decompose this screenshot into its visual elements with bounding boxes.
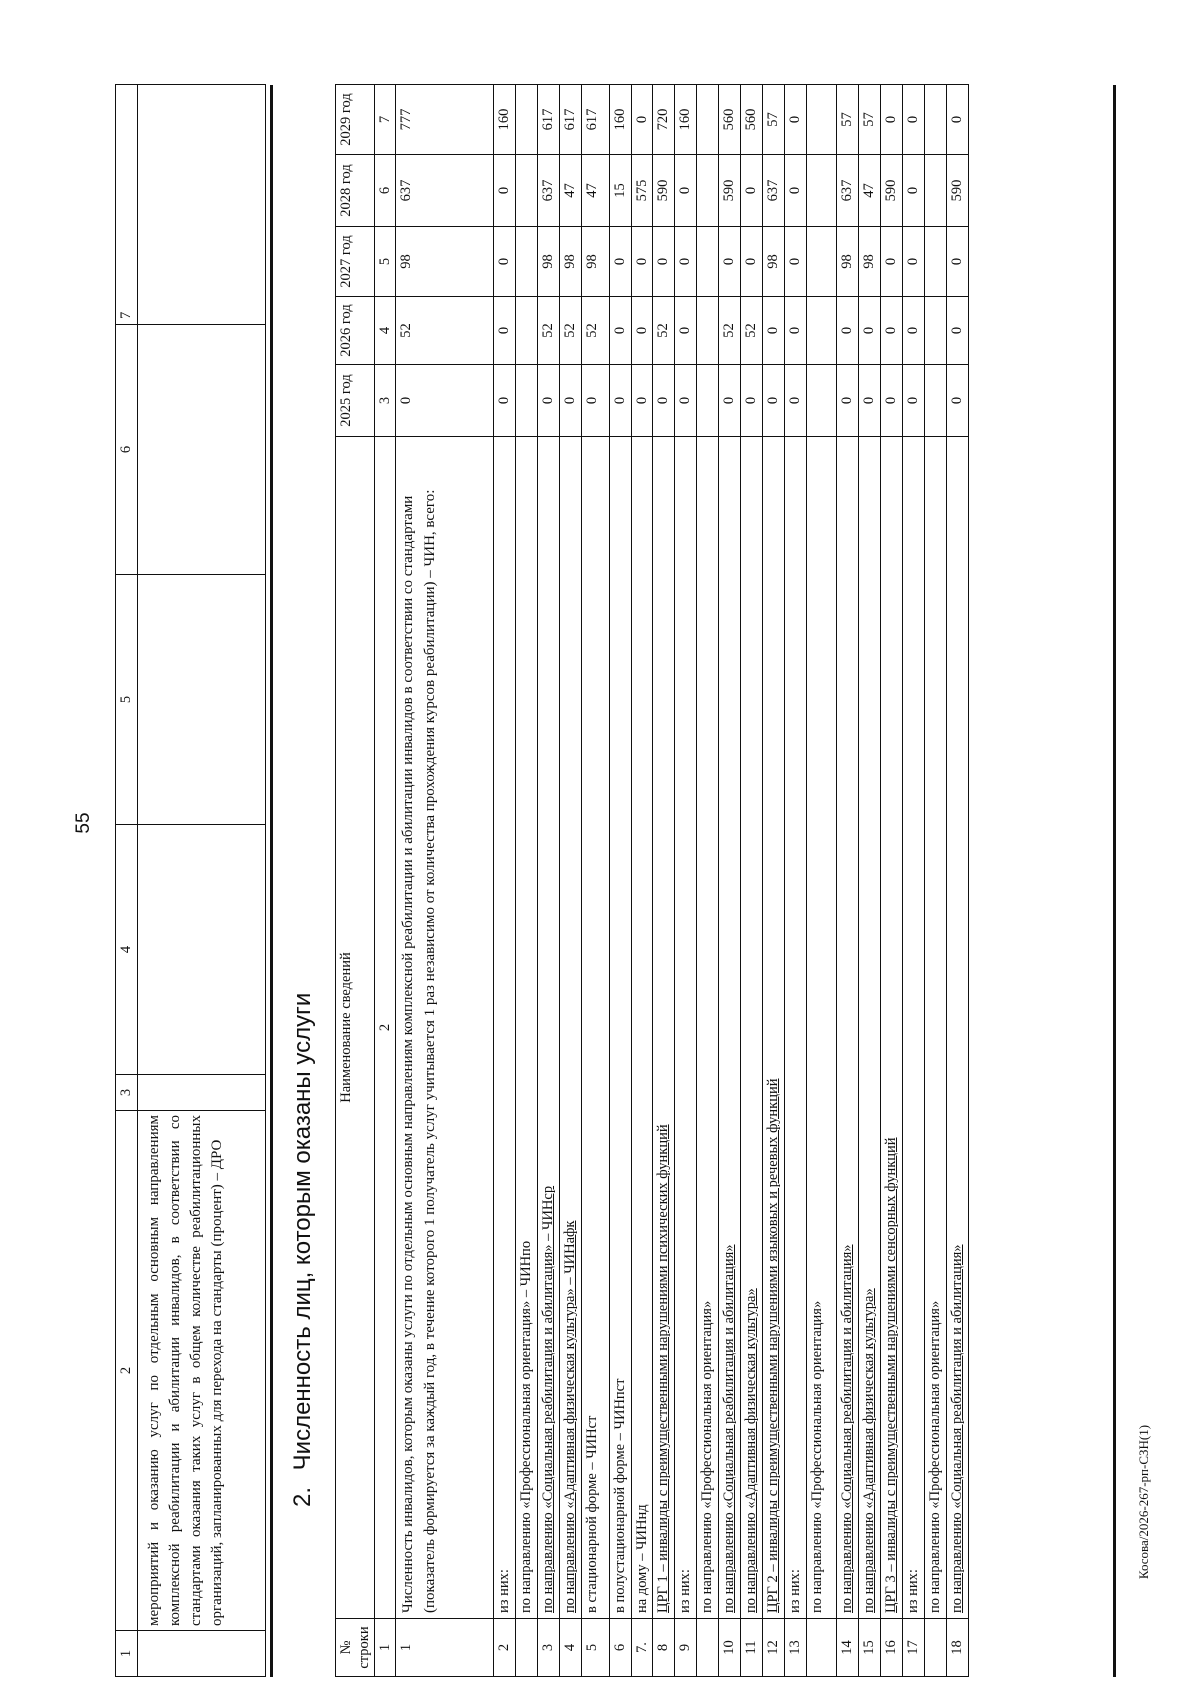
year-value: 560 [741, 85, 763, 155]
indicator-name [560, 437, 582, 1619]
year-value: 47 [859, 155, 881, 227]
indicator-name [763, 437, 785, 1619]
column-index: 1 [375, 1619, 396, 1677]
year-value: 0 [785, 297, 807, 365]
year-value: 0 [675, 297, 697, 365]
year-value: 637 [837, 155, 859, 227]
table-cell [138, 575, 266, 825]
year-value [925, 365, 947, 437]
year-value: 15 [610, 155, 632, 227]
year-value: 0 [538, 365, 560, 437]
year-value: 0 [741, 365, 763, 437]
year-value: 0 [903, 365, 925, 437]
year-value: 0 [947, 365, 969, 437]
indicator-name-text: по направлению «Адаптивная физическая культура» [861, 1288, 877, 1613]
indicator-name-text: по направлению «Профессиональная ориентация» [927, 1300, 943, 1613]
year-value: 47 [560, 155, 582, 227]
recipients-table-body [396, 85, 969, 1677]
indicator-name [632, 437, 653, 1619]
section-heading [289, 107, 323, 1507]
year-value [697, 365, 719, 437]
indicator-name-text: из них: [677, 1569, 693, 1613]
year-value [807, 155, 837, 227]
row-number: 1 [396, 1619, 494, 1677]
year-value [807, 85, 837, 155]
year-header: 2027 год [336, 227, 375, 297]
year-value: 0 [675, 227, 697, 297]
indicator-name-text: ЦРГ 2 – инвалиды с преимущественными нарушениями языковых и речевых функций [765, 1078, 781, 1613]
column-index-row [375, 85, 396, 1677]
year-value: 52 [396, 297, 494, 365]
table-row [538, 85, 560, 1677]
table-cell [138, 825, 266, 1075]
indicator-name-text: из них: [496, 1569, 512, 1613]
year-value: 0 [494, 297, 516, 365]
recipients-table [335, 85, 1116, 1677]
year-value: 47 [582, 155, 610, 227]
indicator-name-text: по направлению «Адаптивная физическая культура» [743, 1288, 759, 1613]
row-number: 15 [859, 1619, 881, 1677]
column-index: 4 [375, 297, 396, 365]
year-value: 0 [903, 297, 925, 365]
year-value: 0 [653, 227, 675, 297]
year-value: 637 [763, 155, 785, 227]
row-number: 4 [560, 1619, 582, 1677]
year-value [807, 227, 837, 297]
year-value: 98 [560, 227, 582, 297]
indicator-name-text: по направлению «Адаптивная физическая культура» – ЧИНафк [562, 1220, 578, 1613]
continuation-table [115, 85, 273, 1677]
year-value: 52 [560, 297, 582, 365]
year-value [697, 155, 719, 227]
indicator-name [516, 437, 538, 1619]
section-title-text: Численность лиц, которым оказаны услуги [289, 992, 316, 1471]
row-number: 12 [763, 1619, 785, 1677]
indicator-name [719, 437, 741, 1619]
year-value [516, 365, 538, 437]
indicator-name [582, 437, 610, 1619]
year-value: 0 [719, 365, 741, 437]
year-value: 0 [741, 227, 763, 297]
year-value [807, 365, 837, 437]
year-value: 0 [494, 365, 516, 437]
table-row [741, 85, 763, 1677]
indicator-name-text: по направлению «Социальная реабилитация и абилитация» [721, 1244, 737, 1613]
indicator-name [903, 437, 925, 1619]
indicator-name [837, 437, 859, 1619]
year-value: 0 [560, 365, 582, 437]
year-value: 0 [947, 85, 969, 155]
row-number [516, 1619, 538, 1677]
year-value: 0 [947, 227, 969, 297]
year-value: 575 [632, 155, 653, 227]
indicator-name-text: в полустационарной форме – ЧИНпст [612, 1378, 628, 1613]
col-header: 3 [116, 1075, 138, 1111]
year-value: 637 [538, 155, 560, 227]
year-value: 720 [653, 85, 675, 155]
indicator-name [785, 437, 807, 1619]
year-value: 0 [903, 227, 925, 297]
year-value: 0 [881, 297, 903, 365]
page-number: 55 [73, 812, 94, 834]
indicator-name-text: в стационарной форме – ЧИНст [584, 1415, 600, 1613]
row-number: 13 [785, 1619, 807, 1677]
table-cell [138, 325, 266, 575]
year-value: 0 [903, 155, 925, 227]
row-number [807, 1619, 837, 1677]
year-value [516, 85, 538, 155]
table-row [138, 85, 266, 1677]
indicator-name-text: по направлению «Социальная реабилитация и абилитация» – ЧИНср [540, 1185, 556, 1613]
year-value: 98 [396, 227, 494, 297]
indicator-name [947, 437, 969, 1619]
row-number [697, 1619, 719, 1677]
col-header: 5 [116, 575, 138, 825]
col-header: 7 [116, 85, 138, 325]
year-value: 0 [582, 365, 610, 437]
year-value [807, 297, 837, 365]
table-row [632, 85, 653, 1677]
rotated-page-content [115, 85, 1126, 1677]
year-value: 0 [494, 155, 516, 227]
year-value: 777 [396, 85, 494, 155]
year-value: 52 [741, 297, 763, 365]
year-value: 98 [837, 227, 859, 297]
table-row [516, 85, 538, 1677]
recipients-table-header [336, 85, 375, 1677]
year-header: 2028 год [336, 155, 375, 227]
year-value: 0 [653, 365, 675, 437]
row-number: 3 [538, 1619, 560, 1677]
year-value: 0 [396, 365, 494, 437]
year-value: 590 [881, 155, 903, 227]
indicator-name-text: на дому – ЧИНнд [634, 1504, 650, 1613]
year-value: 590 [947, 155, 969, 227]
document-code: Косова/2026-267-рп-СЗН(1) [1136, 1424, 1151, 1580]
name-header: Наименование сведений [336, 437, 375, 1619]
year-value: 0 [785, 365, 807, 437]
continuation-table-header [116, 85, 138, 1677]
table-row [925, 85, 947, 1677]
column-index: 3 [375, 365, 396, 437]
table-row [785, 85, 807, 1677]
year-value: 560 [719, 85, 741, 155]
year-value: 0 [881, 227, 903, 297]
indicator-name [859, 437, 881, 1619]
year-value: 98 [763, 227, 785, 297]
indicator-name [494, 437, 516, 1619]
row-number: 8 [653, 1619, 675, 1677]
year-value [516, 227, 538, 297]
column-index: 7 [375, 85, 396, 155]
table-row [947, 85, 969, 1677]
indicator-name [807, 437, 837, 1619]
row-number: 14 [837, 1619, 859, 1677]
year-value: 57 [859, 85, 881, 155]
table-row [494, 85, 516, 1677]
year-value: 0 [675, 365, 697, 437]
table-row [903, 85, 925, 1677]
row-number: 16 [881, 1619, 903, 1677]
year-header: 2026 год [336, 297, 375, 365]
year-value: 590 [719, 155, 741, 227]
table-row [610, 85, 632, 1677]
year-value: 52 [719, 297, 741, 365]
year-value: 637 [396, 155, 494, 227]
indicator-name-text: по направлению «Профессиональная ориентация» [809, 1300, 825, 1613]
year-value: 0 [719, 227, 741, 297]
column-index: 6 [375, 155, 396, 227]
year-value: 0 [903, 85, 925, 155]
indicator-name-text: из них: [787, 1569, 803, 1613]
indicator-name-text: по направлению «Профессиональная ориентация» – ЧИНпо [518, 1240, 534, 1613]
col-header: 1 [116, 1631, 138, 1677]
year-value: 57 [763, 85, 785, 155]
year-value: 0 [494, 227, 516, 297]
year-value: 0 [632, 365, 653, 437]
year-value: 0 [785, 155, 807, 227]
year-value: 0 [947, 297, 969, 365]
year-value: 0 [763, 297, 785, 365]
indicator-name-text: по направлению «Социальная реабилитация и абилитация» [839, 1244, 855, 1613]
indicator-description: мероприятий и оказанию услуг по отдельным основным направлениям комплексной реабилитации и абилитации инвалидов, в соответствии со стандартами оказания таких услуг в общем количестве реабилитационных организаций, запланированных для перехода на стандарты (процент) – ДРО [138, 1111, 266, 1631]
year-value: 617 [560, 85, 582, 155]
table-row [560, 85, 582, 1677]
year-value [697, 227, 719, 297]
year-value: 0 [763, 365, 785, 437]
year-value: 0 [741, 155, 763, 227]
year-value [925, 155, 947, 227]
column-index: 5 [375, 227, 396, 297]
indicator-name-text: по направлению «Социальная реабилитация и абилитация» [949, 1244, 965, 1613]
year-value: 0 [881, 85, 903, 155]
indicator-name-text: ЦРГ 1 – инвалиды с преимущественными нарушениями психических функций [655, 1124, 671, 1613]
year-value: 590 [653, 155, 675, 227]
table-row [763, 85, 785, 1677]
year-value [697, 85, 719, 155]
year-value: 98 [859, 227, 881, 297]
indicator-name [741, 437, 763, 1619]
row-number: 17 [903, 1619, 925, 1677]
row-number: 6 [610, 1619, 632, 1677]
row-number: 10 [719, 1619, 741, 1677]
indicator-name [881, 437, 903, 1619]
table-row [859, 85, 881, 1677]
table-row [675, 85, 697, 1677]
table-row [807, 85, 837, 1677]
column-index: 2 [375, 437, 396, 1619]
year-value: 57 [837, 85, 859, 155]
year-value: 0 [785, 85, 807, 155]
year-value: 0 [859, 297, 881, 365]
year-value: 617 [538, 85, 560, 155]
indicator-name [396, 437, 494, 1619]
indicator-name [925, 437, 947, 1619]
indicator-name [653, 437, 675, 1619]
year-value: 0 [610, 297, 632, 365]
table-row [881, 85, 903, 1677]
year-header: 2029 год [336, 85, 375, 155]
row-number: 9 [675, 1619, 697, 1677]
section-number: 2. [289, 1486, 316, 1507]
year-value: 98 [582, 227, 610, 297]
indicator-name-text: ЦРГ 3 – инвалиды с преимущественными нарушениями сенсорных функций [883, 1137, 899, 1613]
year-value [516, 155, 538, 227]
indicator-name-text: Численность инвалидов, которым оказаны услуги по отдельным основным направлениям комплексной реабилитации и абилитации инвалидов в соответствии со стандартами (показатель формируется за каждый год, в течение которого 1 получатель услуг учитывается 1 раз независимо от количества прохождения курсов реабилитации) – ЧИН, всего: [400, 489, 438, 1613]
year-value: 0 [632, 227, 653, 297]
year-value: 160 [494, 85, 516, 155]
row-number [925, 1619, 947, 1677]
table-row [719, 85, 741, 1677]
year-header: 2025 год [336, 365, 375, 437]
year-value [516, 297, 538, 365]
table-row [837, 85, 859, 1677]
year-value: 52 [653, 297, 675, 365]
year-value: 0 [837, 365, 859, 437]
indicator-name [675, 437, 697, 1619]
col-header: 4 [116, 825, 138, 1075]
col-header: 6 [116, 325, 138, 575]
col-header: 2 [116, 1111, 138, 1631]
year-value: 617 [582, 85, 610, 155]
year-value: 160 [675, 85, 697, 155]
row-number: 7. [632, 1619, 653, 1677]
table-cell [138, 1631, 266, 1677]
year-value [925, 227, 947, 297]
year-value: 0 [610, 365, 632, 437]
row-number-header: № строки [336, 1619, 375, 1677]
indicator-name-text: из них: [905, 1569, 921, 1613]
year-value: 98 [538, 227, 560, 297]
row-number: 2 [494, 1619, 516, 1677]
year-value [925, 85, 947, 155]
indicator-name [610, 437, 632, 1619]
table-cell [138, 85, 266, 325]
year-value: 52 [538, 297, 560, 365]
table-cell [138, 1075, 266, 1111]
year-value: 0 [859, 365, 881, 437]
row-number: 5 [582, 1619, 610, 1677]
year-value: 0 [675, 155, 697, 227]
year-value [925, 297, 947, 365]
year-value: 0 [837, 297, 859, 365]
year-value: 0 [785, 227, 807, 297]
year-value: 0 [610, 227, 632, 297]
year-value: 160 [610, 85, 632, 155]
year-value: 0 [881, 365, 903, 437]
indicator-name [697, 437, 719, 1619]
indicator-name-text: по направлению «Профессиональная ориентация» [699, 1300, 715, 1613]
year-value [697, 297, 719, 365]
row-number: 18 [947, 1619, 969, 1677]
table-row [653, 85, 675, 1677]
year-value: 0 [632, 297, 653, 365]
table-row [582, 85, 610, 1677]
row-number: 11 [741, 1619, 763, 1677]
table-row [396, 85, 494, 1677]
year-value: 0 [632, 85, 653, 155]
year-value: 52 [582, 297, 610, 365]
table-row [697, 85, 719, 1677]
indicator-name [538, 437, 560, 1619]
